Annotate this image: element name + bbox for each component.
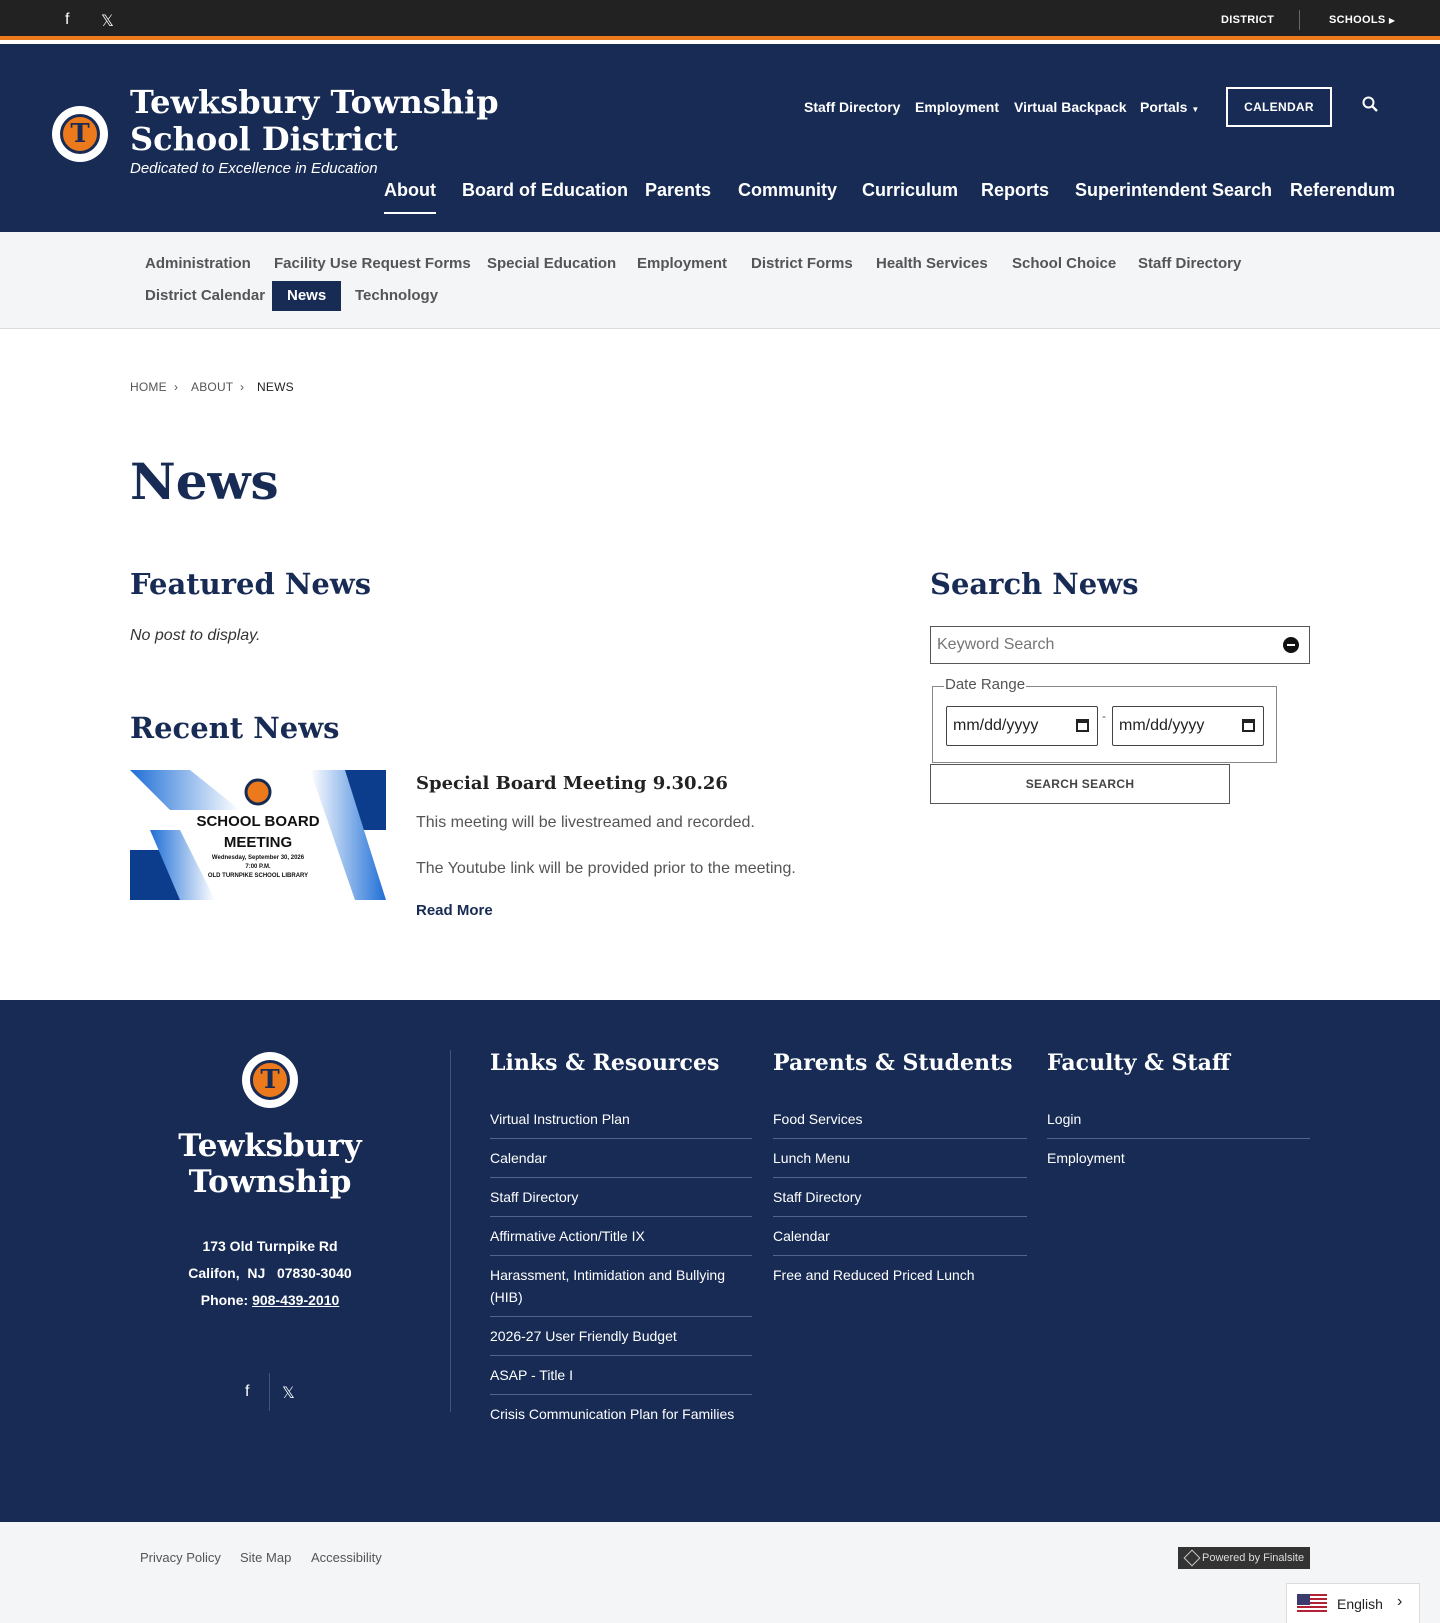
main-nav-community[interactable]: Community <box>738 180 837 200</box>
footer-parents-students-heading: Parents & Students <box>773 1050 1013 1076</box>
site-title[interactable] <box>130 84 499 158</box>
site-map-link[interactable]: Site Map <box>240 1550 292 1565</box>
site-header <box>0 44 1440 232</box>
divider <box>490 1177 752 1178</box>
thumbnail-heading-line1: SCHOOL BOARD <box>196 813 320 830</box>
bottom-bar <box>0 1522 1440 1623</box>
main-nav-superintendent-search[interactable]: Superintendent Search <box>1075 180 1273 200</box>
date-separator: - <box>1102 709 1106 723</box>
subnav-news[interactable]: News <box>272 281 341 311</box>
privacy-policy-link[interactable]: Privacy Policy <box>140 1550 221 1565</box>
powered-by-finalsite-badge[interactable]: Powered by Finalsite <box>1178 1547 1310 1569</box>
search-news-heading: Search News <box>930 567 1139 601</box>
caret-right-icon: ▶ <box>1388 16 1396 25</box>
footer-name-line2: Township <box>188 1164 352 1200</box>
divider <box>490 1355 752 1356</box>
calendar-icon[interactable] <box>1076 719 1089 732</box>
thumbnail-date: Wednesday, September 30, 2026 <box>211 855 305 861</box>
footer-name-line1: Tewksbury <box>178 1128 362 1164</box>
main-nav-about[interactable]: About <box>384 180 436 200</box>
divider <box>490 1255 752 1256</box>
subnav-administration[interactable]: Administration <box>145 255 251 272</box>
divider <box>773 1138 1027 1139</box>
footer-link-virtual-instruction-plan[interactable]: Virtual Instruction Plan <box>490 1111 630 1127</box>
schools-dropdown[interactable] <box>1329 14 1395 26</box>
subnav-school-choice[interactable]: School Choice <box>1012 255 1117 272</box>
schools-label: SCHOOLS <box>1329 14 1386 26</box>
main-nav-referendum[interactable]: Referendum <box>1290 180 1396 200</box>
site-footer <box>0 1000 1440 1522</box>
thumbnail-heading <box>130 811 386 853</box>
main-nav-curriculum[interactable]: Curriculum <box>862 180 959 200</box>
divider <box>773 1255 1027 1256</box>
start-date-input[interactable] <box>946 706 1098 746</box>
tiger-logo-icon <box>250 1060 290 1100</box>
footer-divider <box>450 1050 451 1412</box>
page-title: News <box>130 452 279 511</box>
util-nav-portals[interactable] <box>1140 99 1199 115</box>
main-nav-reports[interactable]: Reports <box>981 180 1050 200</box>
phone-label: Phone: <box>200 1292 253 1308</box>
language-label: English <box>1337 1596 1383 1612</box>
footer-link-affirmative-action[interactable]: Affirmative Action/Title IX <box>490 1228 645 1244</box>
footer-link-staff-directory[interactable]: Staff Directory <box>773 1189 862 1205</box>
end-date-placeholder: mm/dd/yyyy <box>1119 717 1205 734</box>
footer-link-login[interactable]: Login <box>1047 1111 1082 1127</box>
footer-link-hib[interactable]: Harassment, Intimidation and Bullying (HIB) <box>490 1267 726 1305</box>
end-date-input[interactable] <box>1112 706 1264 746</box>
recent-news-heading: Recent News <box>130 711 340 745</box>
thumbnail-place: OLD TURNPIKE SCHOOL LIBRARY <box>207 873 309 879</box>
language-selector[interactable] <box>1286 1583 1420 1623</box>
news-item-title[interactable]: Special Board Meeting 9.30.26 <box>416 773 728 794</box>
breadcrumb-about[interactable]: ABOUT <box>191 380 234 394</box>
util-nav-staff-directory[interactable]: Staff Directory <box>804 99 901 115</box>
divider <box>269 1373 270 1411</box>
footer-faculty-staff-heading: Faculty & Staff <box>1047 1050 1230 1076</box>
us-flag-icon <box>1297 1594 1327 1614</box>
footer-district-name <box>150 1128 390 1200</box>
util-nav-employment[interactable]: Employment <box>915 99 1000 115</box>
subnav-special-education[interactable]: Special Education <box>487 255 617 272</box>
main-nav-parents[interactable]: Parents <box>645 180 712 200</box>
phone-number: 908-439-2010 <box>252 1292 340 1308</box>
footer-link-free-reduced-lunch[interactable]: Free and Reduced Priced Lunch <box>773 1267 975 1283</box>
divider <box>490 1216 752 1217</box>
x-icon[interactable]: 𝕏 <box>101 13 114 30</box>
news-item-paragraph: The Youtube link will be provided prior to the meeting. <box>416 860 796 877</box>
divider <box>773 1177 1027 1178</box>
section-subnav <box>0 232 1440 329</box>
footer-phone <box>150 1292 390 1308</box>
utility-topbar <box>0 0 1440 40</box>
footer-link-calendar[interactable]: Calendar <box>490 1150 547 1166</box>
breadcrumb-home[interactable]: HOME <box>130 380 167 394</box>
calendar-icon[interactable] <box>1242 719 1255 732</box>
util-nav-virtual-backpack[interactable]: Virtual Backpack <box>1014 99 1127 115</box>
district-logo[interactable] <box>52 106 108 162</box>
x-icon[interactable]: 𝕏 <box>282 1385 295 1402</box>
subnav-district-calendar[interactable]: District Calendar <box>145 287 266 304</box>
footer-link-food-services[interactable]: Food Services <box>773 1111 863 1127</box>
thumbnail-time: 7:00 P.M. <box>245 864 271 870</box>
news-thumbnail[interactable] <box>130 770 386 900</box>
divider <box>490 1316 752 1317</box>
no-post-message: No post to display. <box>130 627 261 644</box>
footer-link-calendar[interactable]: Calendar <box>773 1228 830 1244</box>
main-nav-board-of-education[interactable]: Board of Education <box>462 180 628 200</box>
footer-link-budget[interactable]: 2026-27 User Friendly Budget <box>490 1328 677 1344</box>
divider <box>773 1216 1027 1217</box>
subnav-staff-directory[interactable]: Staff Directory <box>1138 255 1242 272</box>
subnav-health-services[interactable]: Health Services <box>876 255 988 272</box>
chevron-right-icon: › <box>174 380 178 394</box>
footer-link-employment[interactable]: Employment <box>1047 1150 1125 1166</box>
footer-link-lunch-menu[interactable]: Lunch Menu <box>773 1150 851 1166</box>
thumbnail-details <box>130 854 386 881</box>
subnav-facility-use-request-forms[interactable]: Facility Use Request Forms <box>274 255 471 272</box>
divider <box>1047 1138 1310 1139</box>
footer-links-resources-heading: Links & Resources <box>490 1050 720 1076</box>
keyword-search-input[interactable] <box>930 626 1310 664</box>
facebook-icon[interactable]: f <box>245 1383 250 1400</box>
divider <box>490 1138 752 1139</box>
date-range-label: Date Range <box>945 676 1026 693</box>
site-title-line1: Tewksbury Township <box>130 83 499 121</box>
search-icon[interactable] <box>1362 96 1378 112</box>
subnav-employment[interactable]: Employment <box>637 255 728 272</box>
tiger-logo-icon <box>60 114 100 154</box>
footer-address-line1: 173 Old Turnpike Rd <box>202 1238 338 1254</box>
footer-link-asap-title-i[interactable]: ASAP - Title I <box>490 1367 573 1383</box>
phone-link[interactable] <box>252 1292 339 1308</box>
chevron-right-icon: › <box>240 380 244 394</box>
thumbnail-heading-line2: MEETING <box>223 834 293 851</box>
district-link[interactable]: DISTRICT <box>1221 14 1275 26</box>
read-more-link[interactable]: Read More <box>416 902 493 919</box>
chevron-right-icon: › <box>1397 1593 1403 1610</box>
subnav-technology[interactable]: Technology <box>355 287 439 304</box>
footer-link-crisis-plan[interactable]: Crisis Communication Plan for Families <box>490 1406 735 1422</box>
footer-link-staff-directory[interactable]: Staff Directory <box>490 1189 579 1205</box>
start-date-placeholder: mm/dd/yyyy <box>953 717 1039 734</box>
accessibility-link[interactable]: Accessibility <box>311 1550 382 1565</box>
calendar-button[interactable]: CALENDAR <box>1226 87 1332 127</box>
site-tagline: Dedicated to Excellence in Education <box>130 160 378 177</box>
news-item-paragraph: This meeting will be livestreamed and recorded. <box>416 814 755 831</box>
breadcrumb-current: NEWS <box>257 380 294 394</box>
site-title-line2: School District <box>130 120 398 158</box>
search-submit-button[interactable]: SEARCH SEARCH <box>930 764 1230 804</box>
footer-logo[interactable] <box>242 1052 298 1108</box>
featured-news-heading: Featured News <box>130 567 372 601</box>
portals-label: Portals <box>1140 99 1188 115</box>
caret-down-icon: ▼ <box>1191 105 1200 114</box>
footer-address-line2: Califon, NJ 07830-3040 <box>188 1265 352 1281</box>
clear-search-icon[interactable] <box>1283 637 1299 653</box>
facebook-icon[interactable]: f <box>65 11 70 28</box>
divider <box>490 1394 752 1395</box>
divider <box>1299 10 1300 30</box>
subnav-district-forms[interactable]: District Forms <box>751 255 853 272</box>
